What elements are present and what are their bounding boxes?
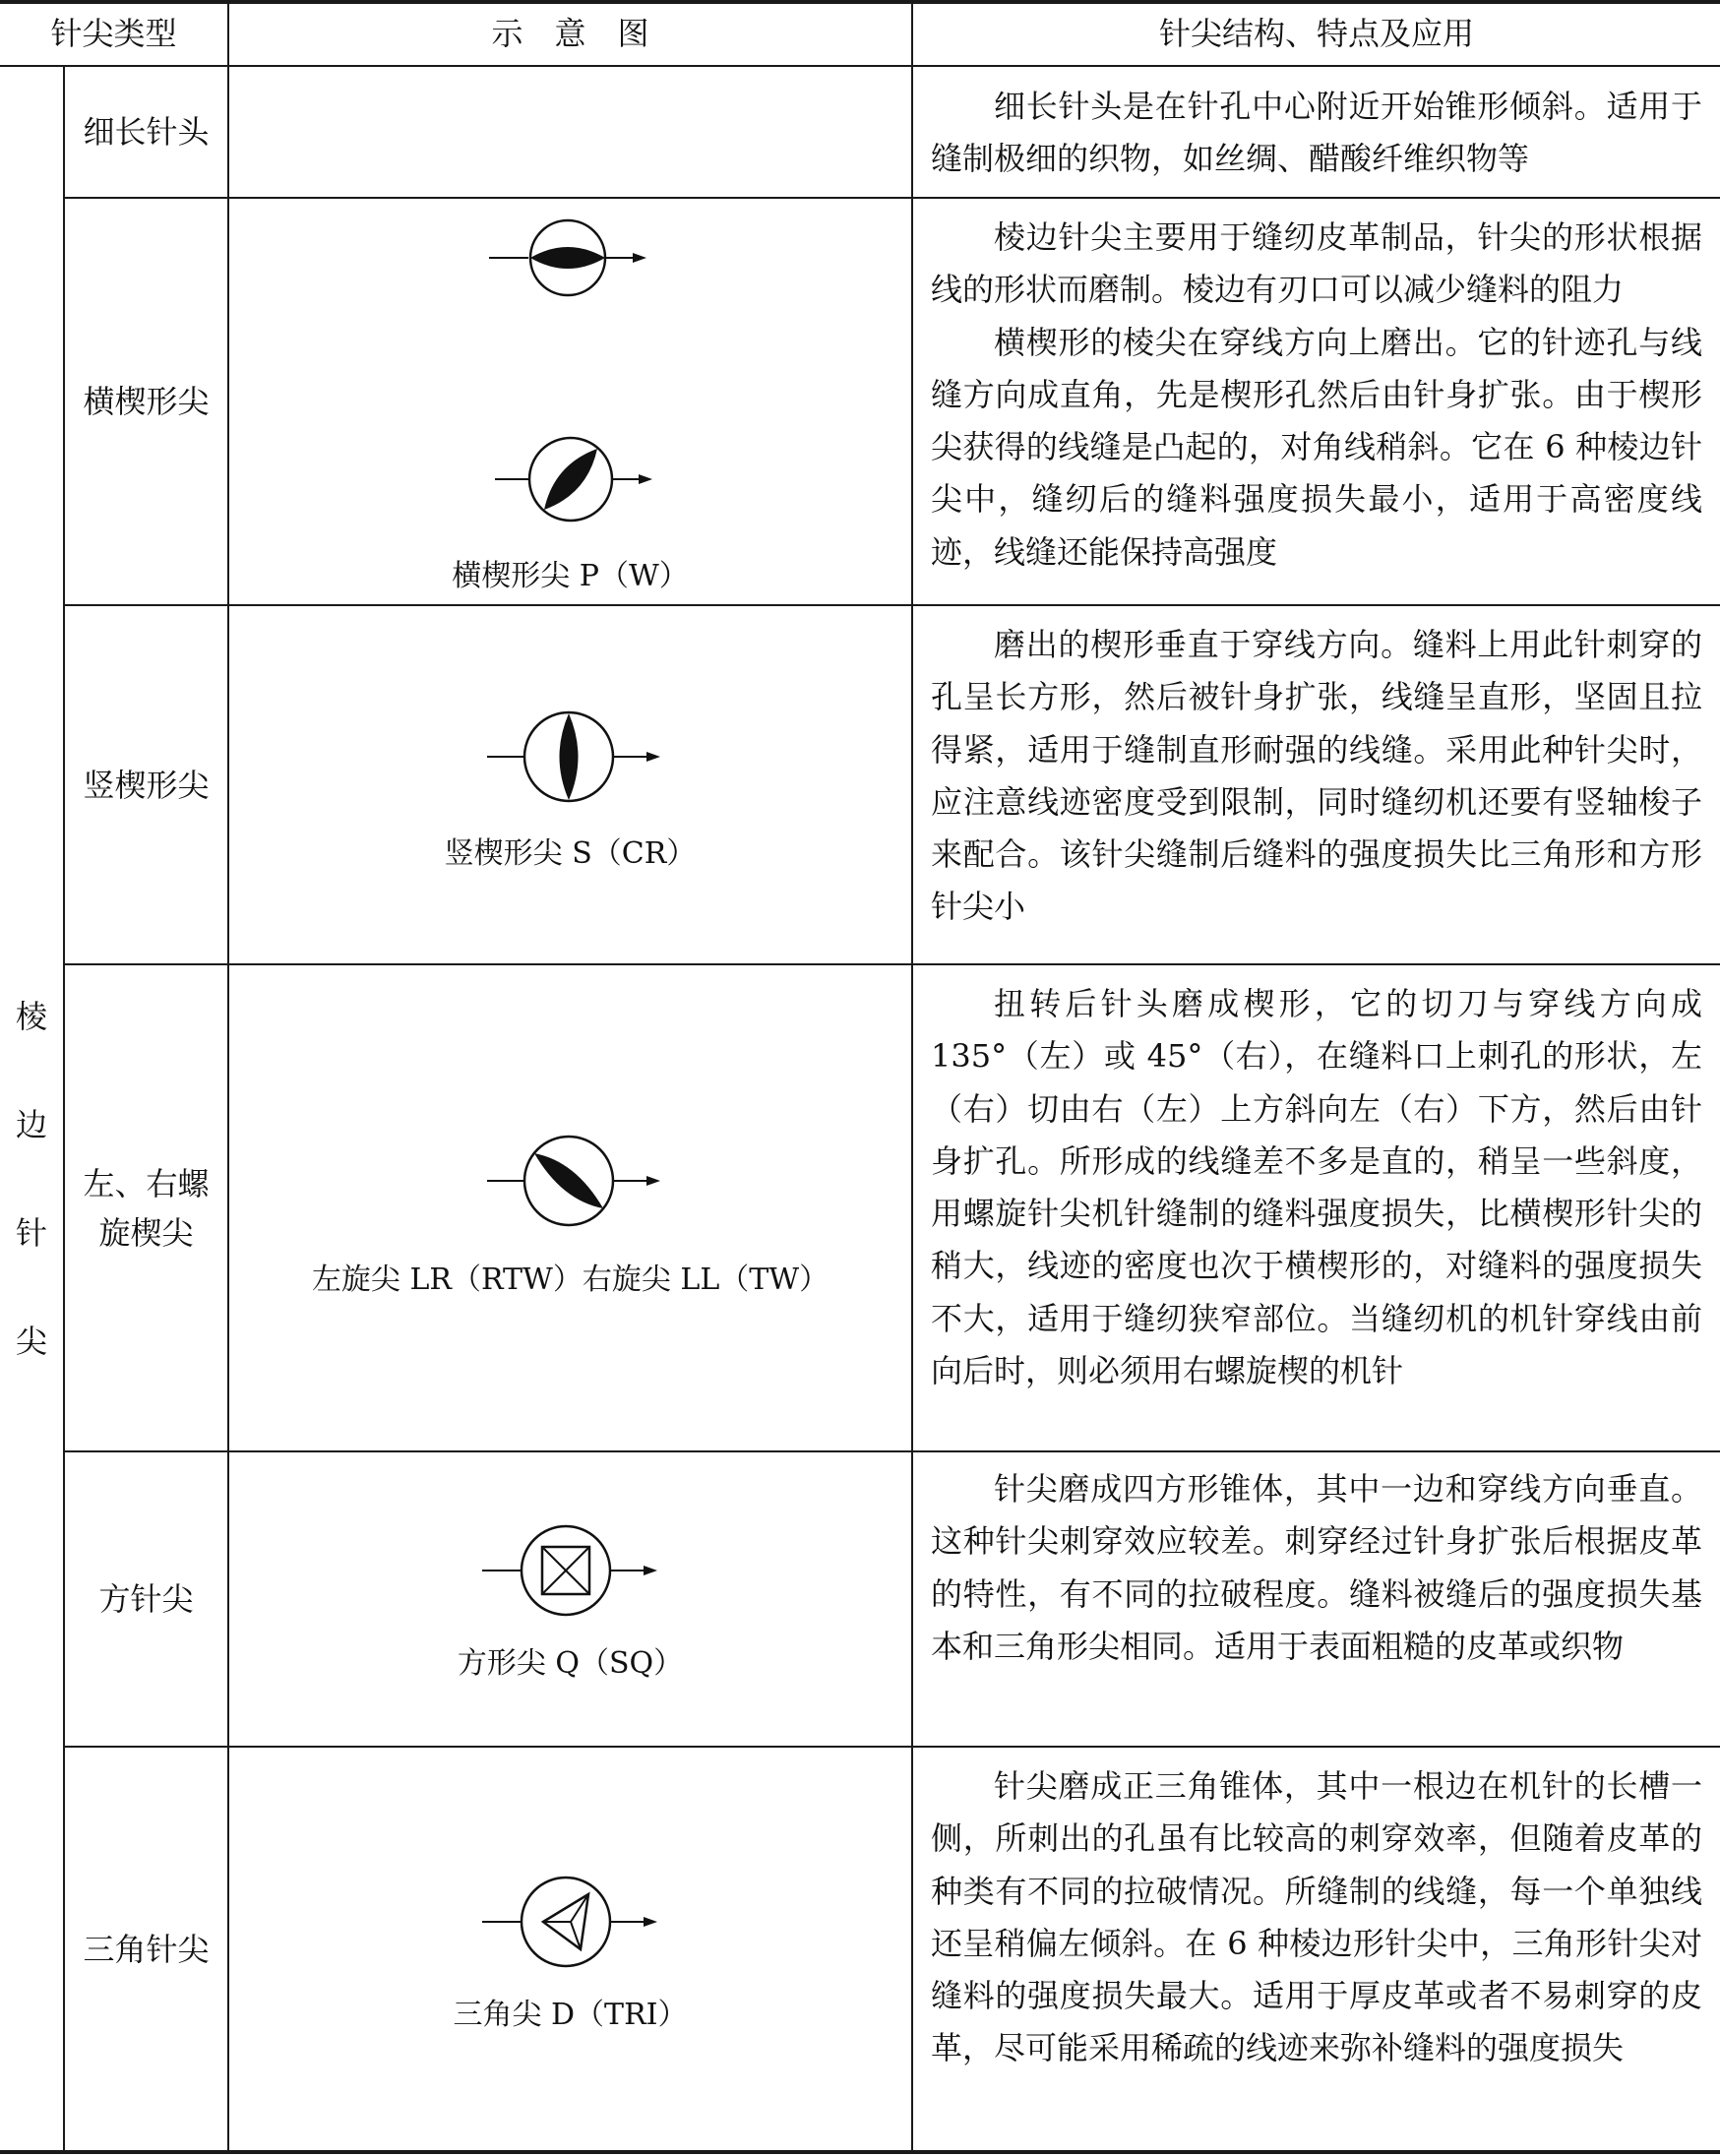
header-type: 针尖类型	[50, 15, 177, 52]
group-label-char: 尖	[15, 1323, 47, 1360]
row-description	[931, 212, 1702, 579]
row-name: 横楔形尖	[83, 383, 210, 420]
row-divider	[63, 963, 1720, 965]
row-name: 竖楔形尖	[83, 766, 210, 804]
diagram-caption: 横楔形尖 P（W）	[452, 559, 689, 593]
group-label-char: 针	[15, 1214, 47, 1252]
row-description	[931, 81, 1702, 186]
description-paragraph: 磨出的楔形垂直于穿线方向。缝料上用此针刺穿的孔呈长方形，然后被针身扩张，线缝呈直形，坚固且拉得紧，适用于缝制直形耐强的线缝。采用此种针尖时，应注意线迹密度受到限制，同时缝纫机还要有竖轴梭子来配合。该针尖缝制后缝料的强度损失比三角形和方形针尖小	[931, 626, 1702, 926]
diagram-caption: 方形尖 Q（SQ）	[457, 1646, 684, 1681]
row-description	[931, 619, 1702, 934]
group-label-char: 棱	[15, 998, 47, 1035]
group-label-char: 边	[15, 1106, 47, 1143]
description-paragraph: 棱边针尖主要用于缝纫皮革制品，针尖的形状根据线的形状而磨制。棱边有刃口可以减少缝料的阻力	[931, 218, 1702, 309]
row-divider	[63, 1746, 1720, 1748]
row-divider	[63, 1450, 1720, 1452]
row-name: 细长针头	[83, 113, 210, 151]
diagram-caption: 竖楔形尖 S（CR）	[444, 836, 697, 871]
row-name: 方针尖	[98, 1580, 194, 1618]
description-paragraph: 细长针头是在针孔中心附近开始锥形倾斜。适用于缝制极细的织物，如丝绸、醋酸纤维织物等	[931, 88, 1702, 178]
lens-diagonal-symbol	[495, 435, 652, 524]
triangle-point-symbol	[482, 1873, 659, 1971]
description-paragraph: 扭转后针头磨成楔形，它的切刀与穿线方向成 135°（左）或 45°（右），在缝料口上刺孔的形状，左（右）切由右（左）上方斜向左（右）下方，然后由针身扩孔。所形成的线缝差不多是直的，稍呈一些斜度，用螺旋针尖机针缝制的缝料强度损失，比横楔形针尖的稍大，线迹的密度也次于横楔形的，对缝料的强度损失不大，适用于缝纫狭窄部位。当缝纫机的机针穿线由前向后时，则必须用右螺旋楔的机针	[931, 985, 1702, 1390]
column-divider	[227, 0, 229, 2151]
header-diagram: 示 意 图	[491, 15, 649, 52]
square-point-symbol	[482, 1521, 659, 1620]
column-divider	[911, 0, 913, 2151]
row-name	[65, 965, 227, 1450]
diagram-caption: 三角尖 D（TRI）	[453, 1998, 688, 2032]
lens-vertical-symbol	[487, 708, 664, 806]
description-paragraph: 针尖磨成四方形锥体，其中一边和穿线方向垂直。这种针尖刺穿效应较差。刺穿经过针身扩张后根据皮革的特性，有不同的拉破程度。缝料被缝后的强度损失基本和三角形尖相同。适用于表面粗糙的皮革或织物	[931, 1470, 1702, 1665]
row-divider	[63, 197, 1720, 199]
header-description: 针尖结构、特点及应用	[1158, 15, 1474, 52]
row-description	[931, 978, 1702, 1397]
row-description	[931, 1463, 1702, 1673]
row-divider	[63, 604, 1720, 606]
group-label	[0, 67, 63, 2150]
header-bottom-rule	[0, 65, 1720, 67]
lens-horizontal-symbol	[489, 218, 646, 297]
description-paragraph: 横楔形的棱尖在穿线方向上磨出。它的针迹孔与线缝方向成直角，先是楔形孔然后由针身扩张。由于楔形尖获得的线缝是凸起的，对角线稍斜。它在 6 种棱边针尖中，缝纫后的缝料强度损失最小，适用于高密度线迹，线缝还能保持高强度	[931, 323, 1702, 571]
row-description	[931, 1760, 1702, 2075]
row-name-line: 旋楔尖	[98, 1213, 194, 1252]
diagram-caption: 左旋尖 LR（RTW）右旋尖 LL（TW）	[311, 1263, 829, 1297]
row-name: 三角针尖	[83, 1930, 210, 1968]
description-paragraph: 针尖磨成正三角锥体，其中一根边在机针的长槽一侧，所刺出的孔虽有比较高的刺穿效率，但随着皮革的种类有不同的拉破情况。所缝制的线缝，每一个单独线还呈稍偏左倾斜。在 6 种棱边形针尖中，三角形针尖对缝料的强度损失最大。适用于厚皮革或者不易刺穿的皮革，尽可能采用稀疏的线迹来弥补缝料的强度损失	[931, 1767, 1702, 2067]
row-name-line: 左、右螺	[83, 1164, 210, 1202]
table-bottom-rule	[0, 2150, 1720, 2154]
lens-spiral-symbol	[487, 1132, 664, 1230]
